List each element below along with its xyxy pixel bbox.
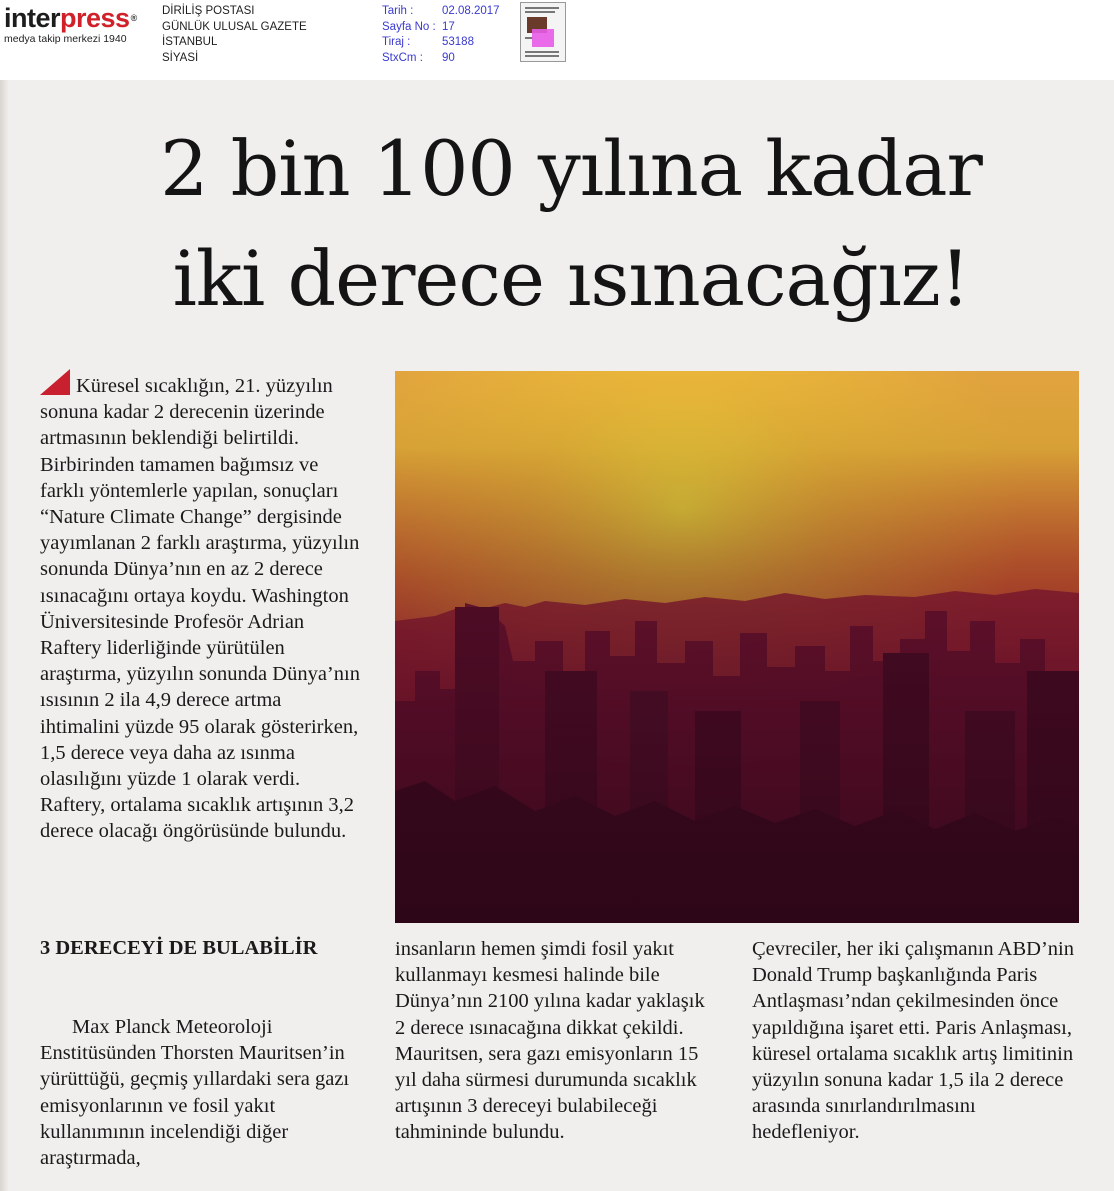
thumb-line [525,51,559,53]
headline-line-2: iki derece ısınacağız! [172,234,970,323]
clipping-meta [382,4,500,66]
thumb-line [525,55,559,57]
logo-tagline: medya takip merkezi 1940 [4,33,127,45]
publication-category: SİYASİ [162,51,199,64]
interpress-logo [4,3,154,45]
page-thumbnail-icon[interactable] [520,2,566,62]
city-sunset-photo [395,371,1079,923]
meta-date: Tarih : 02.08.2017 [382,5,500,17]
thumb-line [525,7,559,9]
publication-type: GÜNLÜK ULUSAL GAZETE [162,20,307,33]
newspaper-clipping [0,80,1114,1191]
lead-triangle-icon [40,369,70,395]
thumb-highlight [532,29,554,47]
article-subheading: 3 DERECEYİ DE BULABİLİR [40,937,318,959]
meta-stxcm: StxCm : 90 [382,51,455,64]
article-body-col-1: Max Planck Meteoroloji Enstitüsünden Thorsten Mauritsen’in yürüttüğü, geçmiş yıllardaki sera gazı emisyonlarının ve fosil yakıt kullanımının incelendiği diğer araştırmada, [40,1016,350,1170]
skyline-graphic [395,371,1079,923]
article-lead: Küresel sıcaklığın, 21. yüzyılın sonuna kadar 2 derecenin üzerinde artmasının beklendiği belirtildi. Birbirinden tamamen bağımsız ve farklı yöntemlerle yapılan, sonuçları “Nature Climate Change” dergisinde yayımlanan 2 farklı araştırma, yüzyılın sonunda Dünya’nın en az 2 derece ısınacağını ortaya koydu. Washington Üniversitesinde Profesör Adrian Raftery liderliğinde yürütülen araştırma, yüzyılın sonunda Dünya’nın ısısının 2 ila 4,9 derece artma ihtimalini yüzde 95 olarak gösterirken, 1,5 derece veya daha az ısınma olasılığını yüzde 1 olarak verdi. Raftery, ortalama sıcaklık artışının 3,2 derece olacağı öngörüsünde bulundu. [40,369,365,845]
meta-circulation: Tiraj : 53188 [382,36,474,48]
logo-wordmark: interpress® [4,3,137,33]
source-info [162,4,307,66]
article-body-col-3: Çevreciler, her iki çalışmanın ABD’nin Donald Trump başkanlığında Paris Antlaşması’ndan çekilmesinden önce yapıldığına işaret etti. Paris Anlaşması, küresel ortalama sıcaklık artış limitinin yüzyılın sonuna kadar 1,5 ila 2 derece arasında sınırlandırılmasını hedefleniyor. [752,938,1074,1144]
article-headline [36,114,1106,334]
article-body-col-2: insanların hemen şimdi fosil yakıt kullanmayı kesmesi halinde bile Dünya’nın 2100 yılına kadar yaklaşık 2 derece ısınacağına dikkat çekildi. Mauritsen, sera gazı emisyonların 15 yıl daha sürmesi durumunda sıcaklık artışının 3 dereceyi bulabileceği tahmininde bulundu. [395,938,705,1144]
meta-page: Sayfa No : 17 [382,20,455,33]
headline-line-1: 2 bin 100 yılına kadar [160,124,982,213]
paper-edge [0,80,8,1191]
clipping-header [0,0,1114,78]
publication-name: DİRİLİŞ POSTASI [162,5,255,17]
publication-city: İSTANBUL [162,36,218,48]
thumb-line [525,11,555,13]
